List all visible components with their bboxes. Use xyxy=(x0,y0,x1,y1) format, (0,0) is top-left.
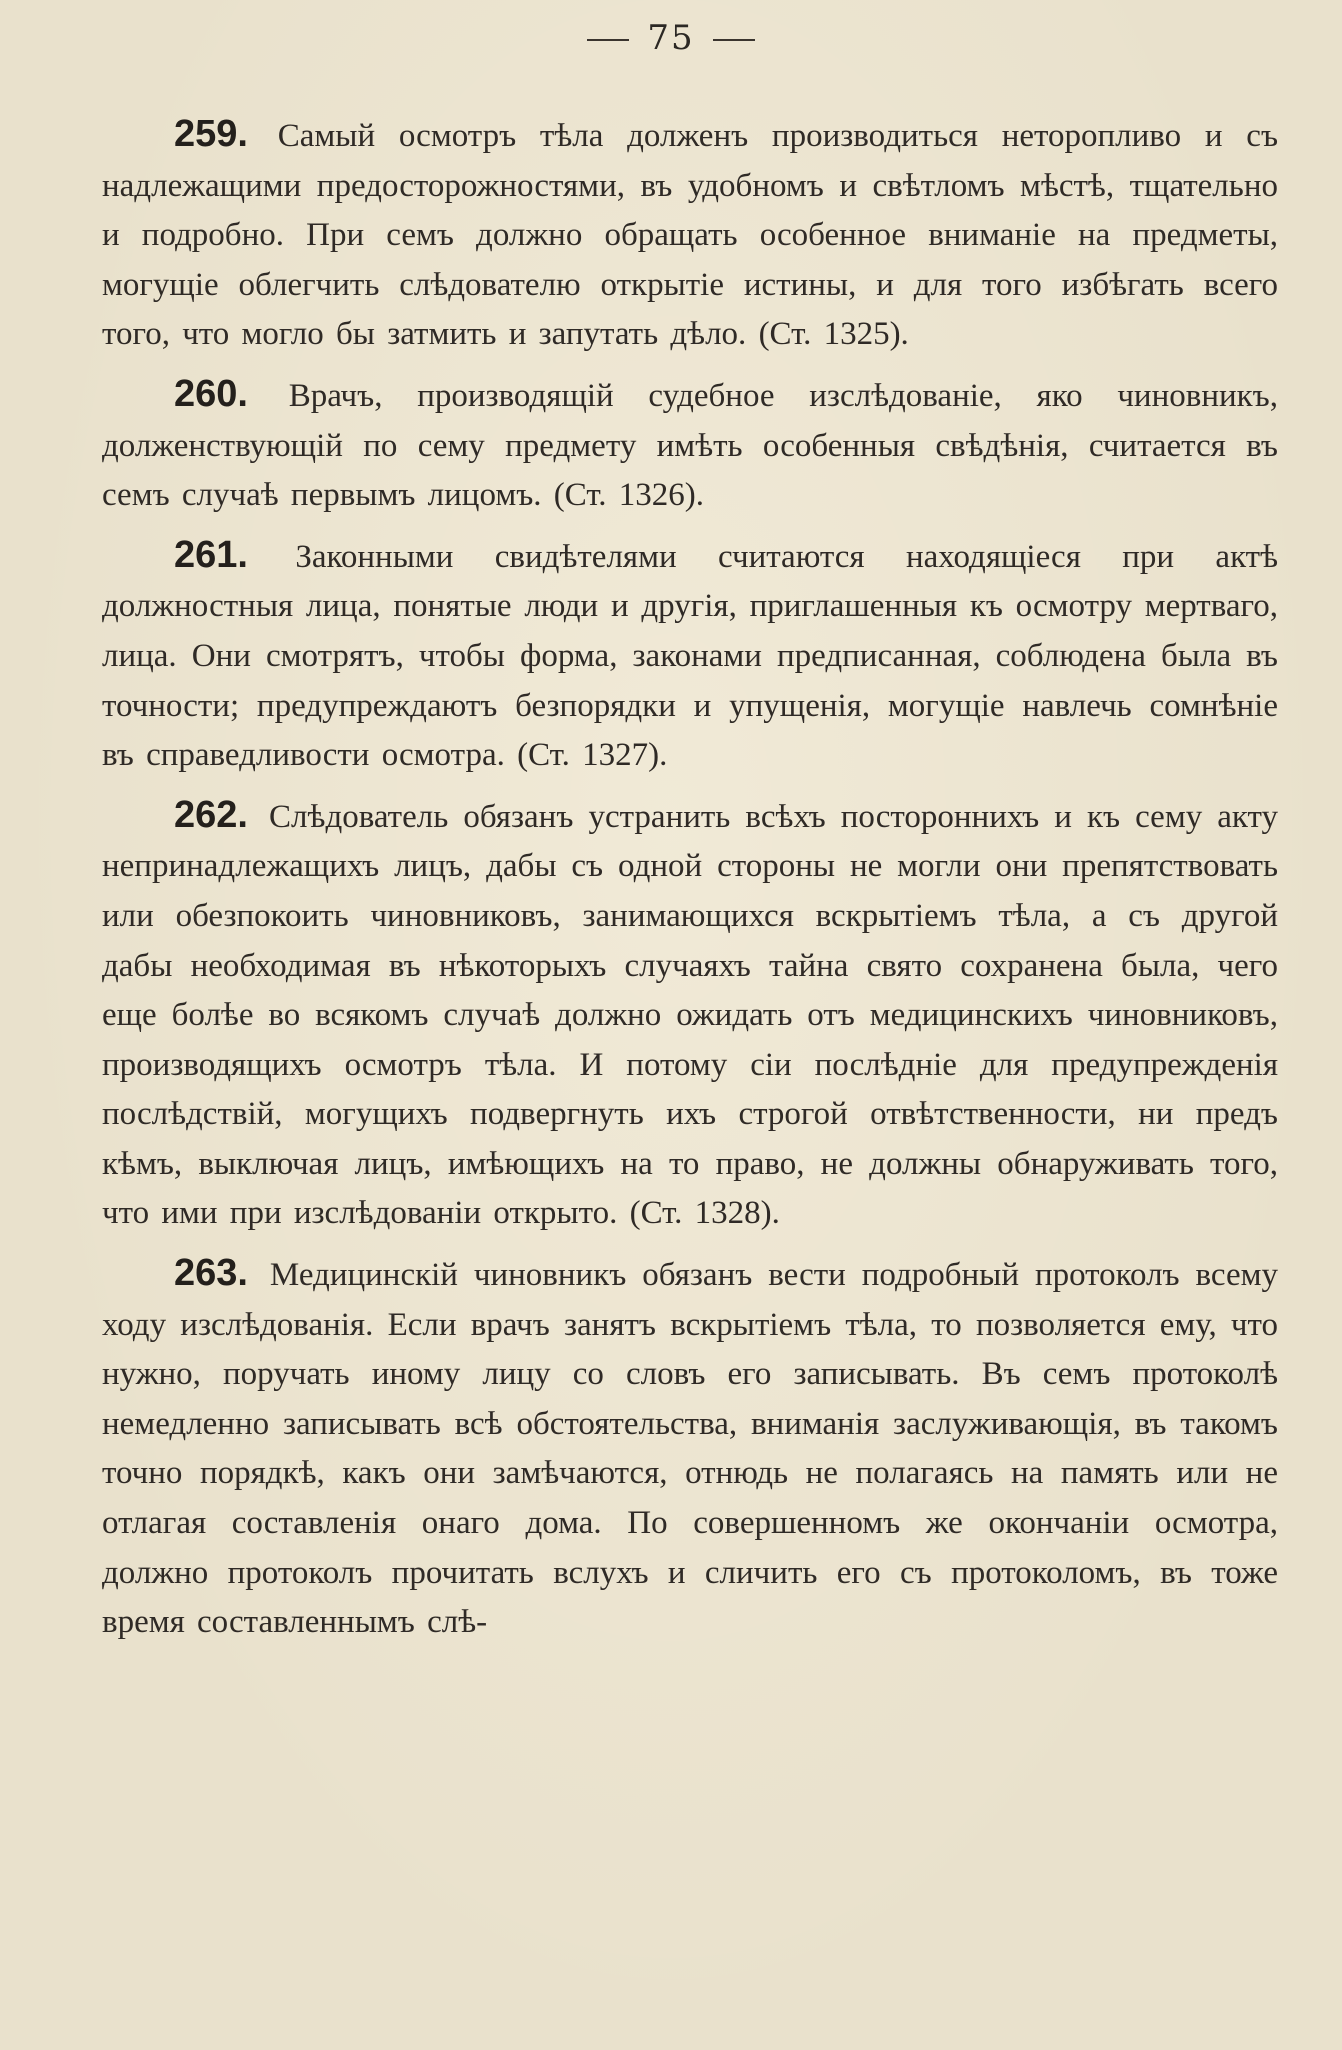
article-text: Слѣдователь обязанъ устранить всѣхъ постороннихъ и къ сему акту непринадлежащихъ лицъ, дабы съ одной стороны не могли они препятствовать или обезпокоить чиновниковъ, занимающихся вскрытіемъ тѣла, а съ другой дабы необходимая въ нѣкоторыхъ случаяхъ тайна свято сохранена была, чего еще болѣе во всякомъ случаѣ должно ожидать отъ медицинскихъ чиновниковъ, производящихъ осмотръ тѣла. И потому сіи послѣдніе для предупрежденія послѣдствій, могущихъ подвергнуть ихъ строгой отвѣтственности, ни предъ кѣмъ, выключая лицъ, имѣющихъ на то право, не должны обнаруживать того, что ими при изслѣдованіи открыто. xyxy=(102,798,1279,1232)
left-dash xyxy=(587,39,629,41)
article-262 xyxy=(102,791,1278,1239)
body-text xyxy=(102,110,1278,1658)
article-number: 261. xyxy=(174,533,248,576)
article-reference: (Ст. 1328). xyxy=(629,1195,780,1232)
article-text: Законными свидѣтелями считаются находящіеся при актѣ должностныя лица, понятые люди и другія, приглашенныя къ осмотру мертваго, лица. Они смотрятъ, чтобы форма, законами предписанная, соблюдена была въ точности; предупреждаютъ безпорядки и упущенія, могущіе навлечь сомнѣніе въ справедливости осмотра. xyxy=(102,538,1279,774)
article-text: Медицинскій чиновникъ обязанъ вести подробный протоколъ всему ходу изслѣдованія. Если врачъ занятъ вскрытіемъ тѣла, то позволяется ему, что нужно, поручать иному лицу со словъ его записывать. Въ семъ протоколѣ немедленно записывать всѣ обстоятельства, вниманія заслуживающія, въ такомъ точно порядкѣ, какъ они замѣчаются, отнюдь не полагаясь на память или не отлагая составленія онаго дома. По совершенномъ же окончаніи осмотра, должно протоколъ прочитать вслухъ и сличить его съ протоколомъ, въ тоже время составленнымъ слѣ- xyxy=(102,1257,1279,1641)
article-reference: (Ст. 1325). xyxy=(758,316,909,353)
article-259 xyxy=(102,110,1278,360)
article-reference: (Ст. 1327). xyxy=(517,737,668,774)
article-260 xyxy=(102,370,1278,521)
article-number: 263. xyxy=(174,1252,248,1295)
article-text: Врачъ, производящій судебное изслѣдованіе, яко чиновникъ, долженствующій по сему предмету имѣть особенныя свѣдѣнія, считается въ семъ случаѣ первымъ лицомъ. xyxy=(102,377,1278,514)
right-dash xyxy=(713,39,755,41)
page-number: 75 xyxy=(647,18,695,58)
article-text: Самый осмотръ тѣла долженъ производиться неторопливо и съ надлежащими предосторожностями, въ удобномъ и свѣтломъ мѣстѣ, тщательно и подробно. При семъ должно обращать особенное вниманіе на предметы, могущіе облегчить слѣдователю открытіе истины, и для того избѣгать всего того, что могло бы затмить и запутать дѣло. xyxy=(102,118,1279,353)
article-reference: (Ст. 1326). xyxy=(553,477,705,514)
article-number: 259. xyxy=(174,113,248,155)
article-261 xyxy=(102,531,1278,781)
article-263 xyxy=(102,1249,1278,1648)
article-number: 260. xyxy=(174,372,248,415)
article-number: 262. xyxy=(174,793,248,836)
page-number-header xyxy=(0,18,1342,58)
